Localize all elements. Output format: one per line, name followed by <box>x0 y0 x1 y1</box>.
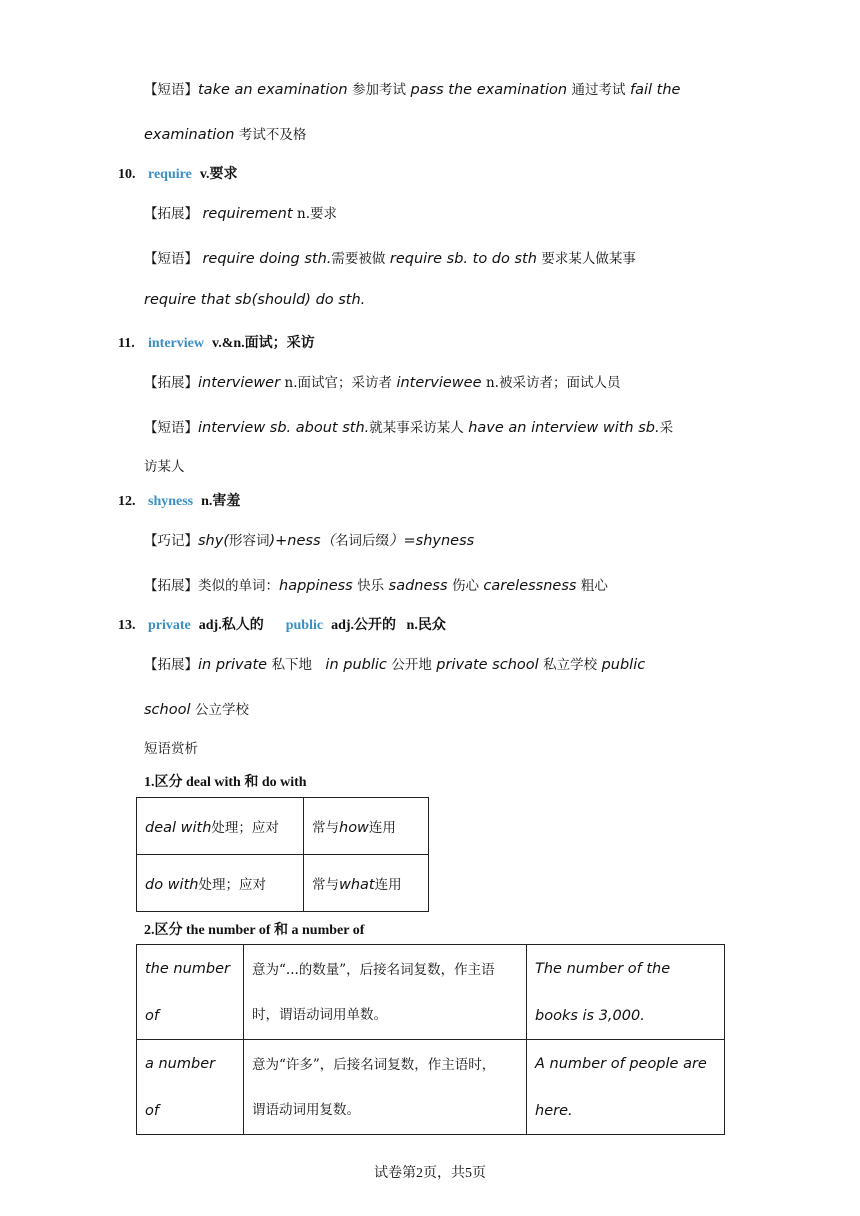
tag-label: 【短语】 <box>144 82 198 98</box>
keyword: interview <box>148 336 204 351</box>
entry-heading: 12. shyness n.害羞 <box>118 494 241 509</box>
entry-heading: 10. require v.要求 <box>118 167 238 182</box>
phrase-line: 【短语】take an examination 参加考试 pass the examination 通过考试 fail the <box>144 82 681 98</box>
table-cell: 意为“许多”，后接名词复数，作主语时， 谓语动词用复数。 <box>244 1040 527 1135</box>
keyword: private <box>148 618 191 633</box>
subsection-title: 2.区分 the number of 和 a number of <box>144 923 365 938</box>
phrase-line-continued: 访某人 <box>144 459 185 475</box>
section-title: 短语赏析 <box>144 741 198 757</box>
entry-heading: 11. interview v.&n.面试；采访 <box>118 336 315 351</box>
table-cell: The number of the books is 3,000. <box>527 945 725 1040</box>
table-cell: deal with处理；应对 <box>137 798 304 855</box>
phrase-line-continued: require that sb(should) do sth. <box>144 292 366 308</box>
phrase-line: 【短语】 require doing sth.需要被做 require sb. to do sth 要求某人做某事 <box>144 251 636 267</box>
table-cell: A number of people are here. <box>527 1040 725 1135</box>
table-row <box>137 798 429 855</box>
table-cell: the number of <box>137 945 244 1040</box>
table-cell: do with处理；应对 <box>137 855 304 912</box>
extend-line: 【拓展】in private 私下地 in public 公开地 private school 私立学校 public <box>144 657 646 673</box>
phrase-line-continued: examination 考试不及格 <box>144 127 307 143</box>
table-cell: a number of <box>137 1040 244 1135</box>
extend-line: 【拓展】 requirement n.要求 <box>144 206 338 222</box>
extend-line-continued: school 公立学校 <box>144 702 249 718</box>
extend-line: 【拓展】interviewer n.面试官；采访者 interviewee n.被采访者；面试人员 <box>144 375 621 391</box>
subsection-title: 1.区分 deal with 和 do with <box>144 775 307 790</box>
keyword: public <box>285 618 324 633</box>
table-row <box>137 855 429 912</box>
extend-line: 【拓展】类似的单词：happiness 快乐 sadness 伤心 carelessness 粗心 <box>144 578 608 594</box>
comparison-table-deal-do <box>136 797 429 912</box>
entry-heading: 13. private adj.私人的 public adj.公开的 n.民众 <box>118 618 446 633</box>
keyword: shyness <box>148 494 194 509</box>
memory-tip-line: 【巧记】shy(形容词)+ness（名词后缀）=shyness <box>144 533 475 549</box>
comparison-table-number-of <box>136 944 725 1135</box>
table-cell: 意为“...的数量”，后接名词复数，作主语 时，谓语动词用单数。 <box>244 945 527 1040</box>
table-row <box>137 1040 725 1135</box>
table-cell: 常与what连用 <box>304 855 429 912</box>
phrase-line: 【短语】interview sb. about sth.就某事采访某人 have an interview with sb.采 <box>144 420 674 436</box>
table-row <box>137 945 725 1040</box>
keyword: require <box>148 167 192 182</box>
page-footer: 试卷第2页，共5页 <box>374 1166 486 1181</box>
table-cell: 常与how连用 <box>304 798 429 855</box>
